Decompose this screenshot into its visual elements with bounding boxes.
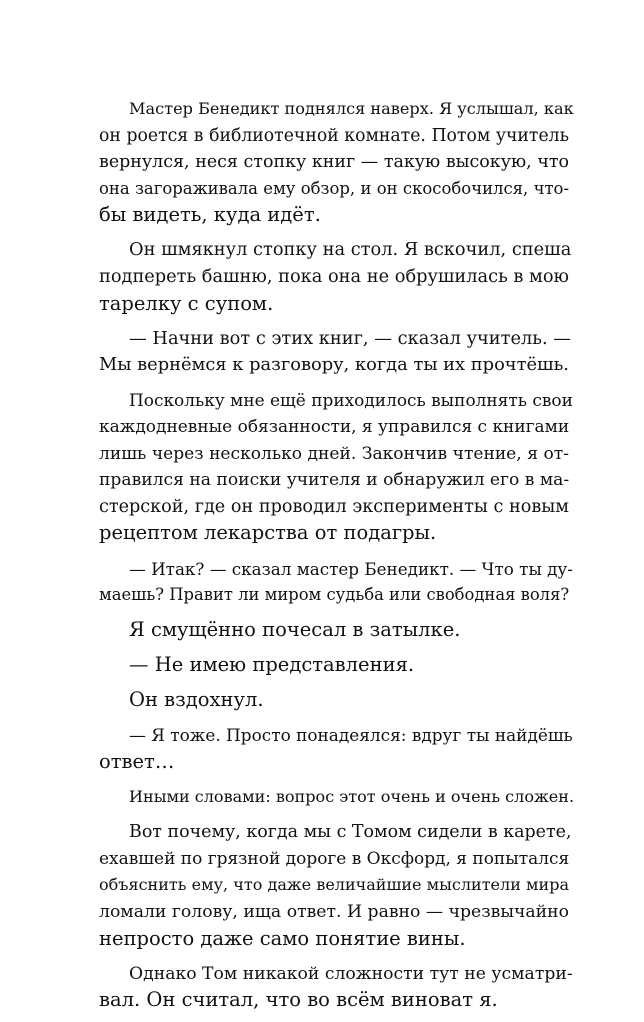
text-line: — Начни вот с этих книг, — сказал учитель. —: [129, 327, 572, 349]
paragraph-2: [99, 237, 572, 317]
text-line: каждодневные обязанности, я управился с книгами: [99, 417, 570, 438]
text-line: ломали голову, ища ответ. И равно — чрезвычайно: [99, 902, 569, 923]
text-line: Однако Том никакой сложности тут не усматри-: [129, 963, 573, 984]
text-line: — Итак? — сказал мастер Бенедикт. — Что ты ду-: [129, 558, 573, 579]
text-line: объяснить ему, что даже величайшие мыслители мира: [99, 875, 569, 895]
paragraph-10: [99, 784, 575, 811]
text-line: она загораживала ему обзор, и он скособочился, что-: [99, 178, 569, 198]
text-line: — Не имею представления.: [129, 653, 415, 677]
text-line: тарелку с супом.: [99, 291, 274, 315]
text-line: Он вздохнул.: [129, 688, 264, 712]
text-line: Мастер Бенедикт поднялся наверх. Я услышал, как: [129, 99, 574, 118]
text-line: Мы вернёмся к разговору, когда ты их прочтёшь.: [99, 354, 569, 376]
paragraph-11: [99, 819, 572, 952]
text-line: Он шмякнул стопку на стол. Я вскочил, спеша: [129, 239, 572, 261]
text-line: бы видеть, куда идёт.: [99, 203, 321, 227]
text-line: Поскольку мне ещё приходилось выполнять свои: [129, 390, 573, 411]
text-line: ответ…: [99, 750, 175, 774]
paragraph-9: [99, 722, 573, 775]
text-line: Иными словами: вопрос этот очень и очень сложен.: [129, 787, 575, 807]
paragraph-3: [99, 326, 572, 379]
paragraph-12: [99, 961, 573, 1014]
text-line: непросто даже само понятие вины.: [99, 926, 466, 950]
paragraph-6: [99, 617, 569, 644]
text-line: рецептом лекарства от подагры.: [99, 521, 437, 545]
paragraph-1: [99, 96, 574, 229]
text-line: подпереть башню, пока она не обрушилась в мою: [99, 267, 569, 288]
text-line: он роется в библиотечной комнате. Потом учитель: [99, 125, 569, 146]
text-line: Вот почему, когда мы с Томом сидели в карете,: [129, 822, 572, 843]
text-line: вал. Он считал, что во всём виноват я.: [99, 988, 498, 1012]
paragraph-4: [99, 387, 573, 547]
paragraph-7: [99, 652, 569, 679]
text-line: стерской, где он проводил эксперименты с новым: [99, 496, 569, 517]
book-page: [99, 96, 575, 1022]
text-line: лишь через несколько дней. Закончив чтение, я от-: [99, 443, 569, 464]
text-line: — Я тоже. Просто понадеялся: вдруг ты найдёшь: [129, 725, 573, 746]
text-line: правился на поиски учителя и обнаружил его в ма-: [99, 470, 570, 491]
text-line: Я смущённо почесал в затылке.: [129, 618, 461, 642]
text-line: вернулся, неся стопку книг — такую высокую, что: [99, 152, 569, 173]
text-line: маешь? Правит ли миром судьба или свободная воля?: [99, 585, 570, 605]
text-line: ехавшей по грязной дороге в Оксфорд, я попытался: [99, 848, 570, 869]
paragraph-5: [99, 556, 573, 609]
paragraph-8: [99, 687, 569, 714]
